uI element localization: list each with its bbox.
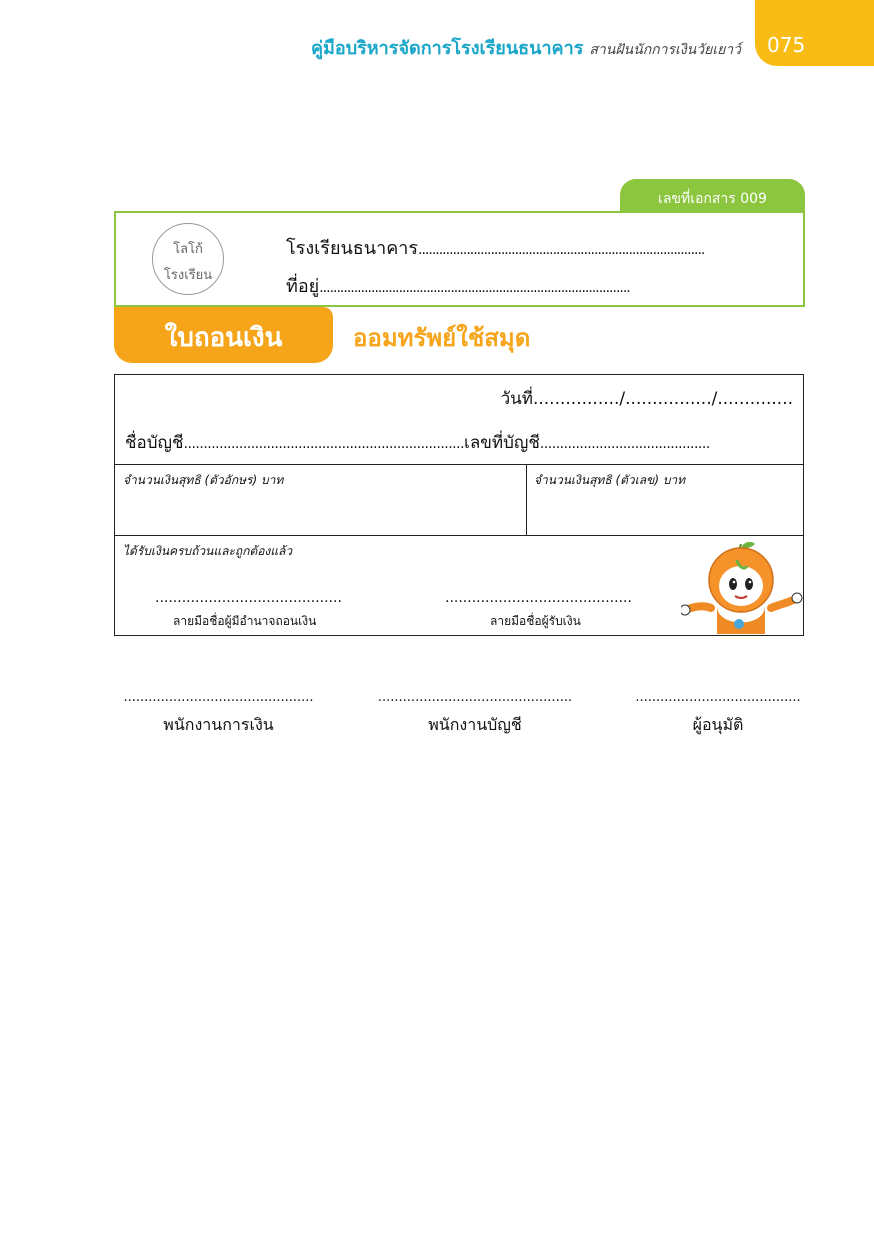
form-subtitle: ออมทรัพย์ใช้สมุด <box>353 324 531 352</box>
approver-signature-dots: ........................................ <box>635 690 801 705</box>
account-line <box>125 429 710 456</box>
school-name-line <box>286 233 704 262</box>
accountant-label: พนักงานบัญชี <box>428 715 522 734</box>
account-name-label: ชื่อบัญชี <box>125 433 184 453</box>
header-title <box>311 33 741 62</box>
page-number-badge: 075 <box>755 0 874 66</box>
orange-mascot-icon <box>681 538 803 634</box>
logo-line-1: โลโก้ <box>173 242 203 257</box>
form-header-row <box>115 375 803 465</box>
account-number-label: เลขที่บัญชี <box>464 433 540 453</box>
approval-approver <box>630 690 806 738</box>
logo-line-2: โรงเรียน <box>163 268 213 283</box>
amount-in-words-label: จำนวนเงินสุทธิ (ตัวอักษร) บาท <box>123 473 284 487</box>
amount-divider <box>526 465 527 535</box>
account-number-dots: ........................................... <box>539 436 710 452</box>
withdrawal-form <box>114 374 804 636</box>
address-dots: .......................................................................................... <box>319 280 630 296</box>
signature-row <box>115 536 803 635</box>
school-info-box <box>114 211 805 307</box>
amount-in-numbers-label: จำนวนเงินสุทธิ (ตัวเลข) บาท <box>534 473 686 487</box>
recipient-signature-label: ลายมือชื่อผู้รับเงิน <box>490 614 581 628</box>
recipient-signature-dots: .......................................... <box>445 590 632 606</box>
form-title: ใบถอนเงิน <box>114 307 333 363</box>
address-line <box>286 271 630 300</box>
cashier-label: พนักงานการเงิน <box>163 715 274 734</box>
accountant-signature-dots: ............................................... <box>377 690 573 705</box>
school-name-dots: ................................................................................... <box>418 242 705 258</box>
address-label: ที่อยู่ <box>286 276 320 297</box>
manual-subtitle: สานฝันนักการเงินวัยเยาว์ <box>589 42 741 58</box>
account-name-dots: ....................................................................... <box>183 436 465 452</box>
approver-label: ผู้อนุมัติ <box>692 715 744 734</box>
document-number-tab: เลขที่เอกสาร 009 <box>620 179 805 212</box>
approval-cashier <box>116 690 321 738</box>
authorized-signature-label: ลายมือชื่อผู้มีอำนาจถอนเงิน <box>173 614 317 628</box>
date-field: วันที่................/................/.............. <box>500 389 793 409</box>
manual-title: คู่มือบริหารจัดการโรงเรียนธนาคาร <box>311 38 584 59</box>
received-statement: ได้รับเงินครบถ้วนและถูกต้องแล้ว <box>123 544 293 558</box>
school-name-label: โรงเรียนธนาคาร <box>286 238 419 259</box>
approval-accountant <box>370 690 580 738</box>
authorized-signature-dots: .......................................... <box>155 590 342 606</box>
school-logo-placeholder <box>152 223 224 295</box>
amount-row <box>115 465 803 536</box>
cashier-signature-dots: .............................................. <box>123 690 314 705</box>
